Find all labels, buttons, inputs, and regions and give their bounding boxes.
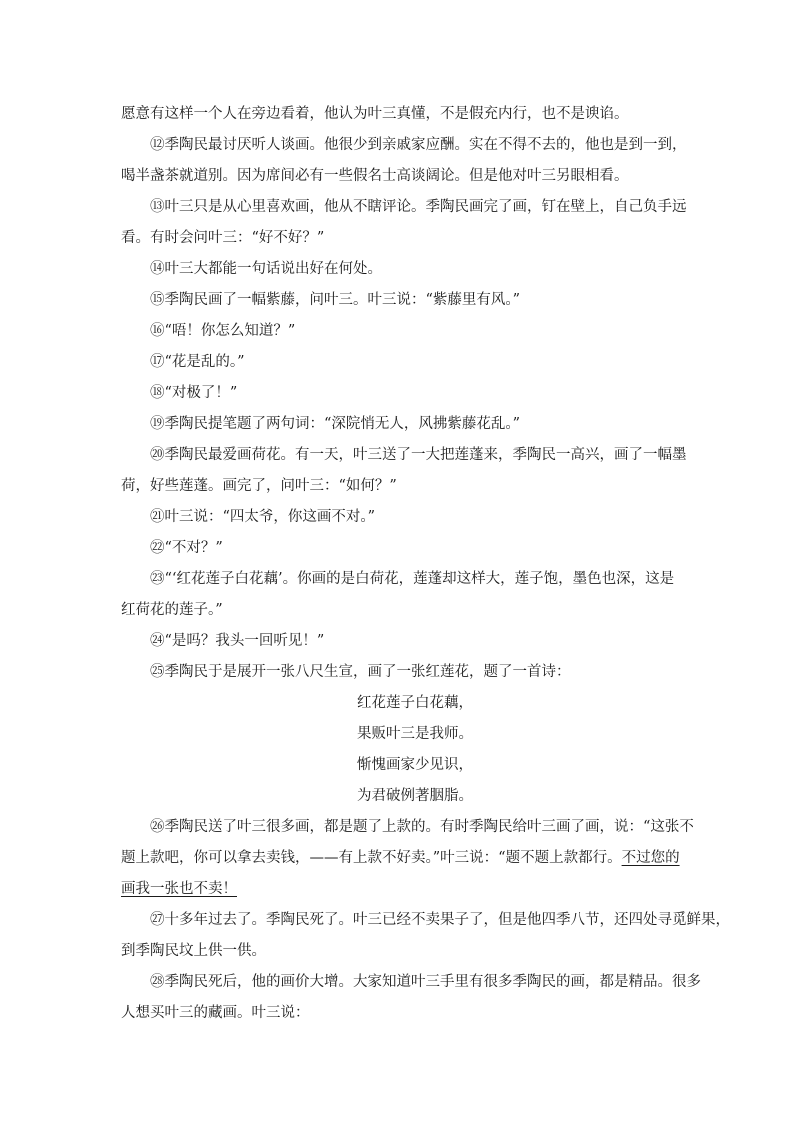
line-text: 题上款吧，你可以拿去卖钱，——有上款不好卖。”叶三说：“题不题上款都行。: [121, 850, 622, 866]
poem-line: 红花莲子白花藕，: [357, 695, 473, 711]
paragraph-line: 红荷花的莲子。”: [121, 602, 223, 618]
poem-line: 惭愧画家少见识，: [357, 757, 473, 773]
paragraph-line: ⑮季陶民画了一幅紫藤，问叶三。叶三说：“紫藤里有风。”: [150, 292, 521, 308]
paragraph-line: 喝半盏茶就道别。因为席间必有一些假名士高谈阔论。但是他对叶三另眼相看。: [121, 168, 629, 184]
paragraph-line: ⑱“对极了！”: [150, 385, 238, 401]
paragraph-line: ㉒“不对？”: [150, 540, 223, 556]
paragraph-line: ㉕季陶民于是展开一张八尺生宣，画了一张红莲花，题了一首诗：: [150, 664, 571, 680]
paragraph-line: 看。有时会问叶三：“好不好？”: [121, 230, 325, 246]
paragraph-line: ⑯“唔！你怎么知道？”: [150, 323, 296, 339]
poem-line: 为君破例著胭脂。: [357, 788, 473, 804]
paragraph-line: ⑭叶三大都能一句话说出好在何处。: [150, 261, 382, 277]
paragraph-line: ㉖季陶民送了叶三很多画，都是题了上款的。有时季陶民给叶三画了画，说：“这张不: [150, 819, 694, 835]
paragraph-line: ⑫季陶民最讨厌听人谈画。他很少到亲戚家应酬。实在不得不去的，他也是到一到，: [150, 137, 687, 153]
paragraph-line: 人想买叶三的藏画。叶三说：: [121, 1005, 310, 1021]
paragraph-line: ⑲季陶民提笔题了两句词：“深院悄无人，风拂紫藤花乱。”: [150, 416, 521, 432]
paragraph-line: ㉑叶三说：“四太爷，你这画不对。”: [150, 509, 376, 525]
paragraph-line: [121, 874, 673, 905]
paragraph-line: 愿意有这样一个人在旁边看着，他认为叶三真懂，不是假充内行，也不是谀谄。: [121, 106, 629, 122]
paragraph-line: ⑳季陶民最爱画荷花。有一天，叶三送了一大把莲蓬来，季陶民一高兴，画了一幅墨: [150, 447, 687, 463]
underlined-text: 不过您的: [621, 850, 680, 866]
paragraph-line: [121, 843, 680, 874]
underlined-text: 画我一张也不卖！: [121, 881, 237, 897]
paragraph-line: 荷，好些莲蓬。画完了，问叶三：“如何？”: [121, 478, 397, 494]
article-body: [121, 99, 730, 1029]
paragraph-line: ㉘季陶民死后，他的画价大增。大家知道叶三手里有很多季陶民的画，都是精品。很多: [150, 974, 701, 990]
paragraph-line: ⑬叶三只是从心里喜欢画，他从不瞎评论。季陶民画完了画，钉在壁上，自己负手远: [150, 199, 687, 215]
poem-line: 果贩叶三是我师。: [357, 726, 473, 742]
paragraph-line: 到季陶民坟上供一供。: [121, 943, 266, 959]
paragraph-line: ㉓“‘红花莲子白花藕’。你画的是白荷花，莲蓬却这样大，莲子饱，墨色也深，这是: [150, 571, 675, 587]
paragraph-line: ㉔“是吗？我头一回听见！”: [150, 633, 325, 649]
paragraph-line: ㉗十多年过去了。季陶民死了。叶三已经不卖果子了，但是他四季八节，还四处寻觅鲜果，: [150, 912, 730, 928]
paragraph-line: ⑰“花是乱的。”: [150, 354, 245, 370]
